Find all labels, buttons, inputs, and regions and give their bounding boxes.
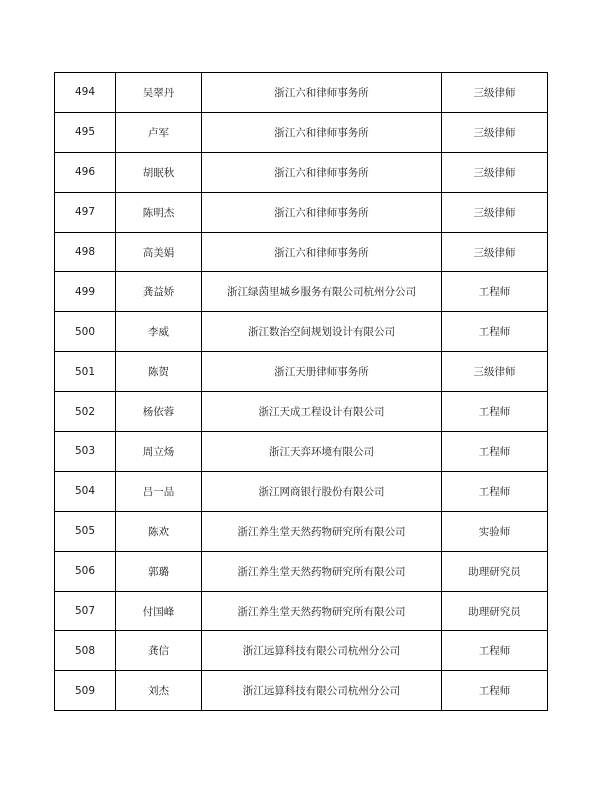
organization: 浙江六和律师事务所 bbox=[202, 232, 442, 272]
organization: 浙江养生堂天然药物研究所有限公司 bbox=[202, 511, 442, 551]
person-name: 刘杰 bbox=[116, 671, 202, 711]
row-number: 505 bbox=[55, 511, 116, 551]
professional-title: 三级律师 bbox=[442, 232, 548, 272]
organization: 浙江六和律师事务所 bbox=[202, 192, 442, 232]
organization: 浙江天弈环境有限公司 bbox=[202, 432, 442, 472]
professional-title: 工程师 bbox=[442, 671, 548, 711]
row-number: 504 bbox=[55, 471, 116, 511]
organization: 浙江数治空间规划设计有限公司 bbox=[202, 312, 442, 352]
professional-title: 工程师 bbox=[442, 432, 548, 472]
table-row bbox=[55, 471, 548, 511]
row-number: 503 bbox=[55, 432, 116, 472]
table-row bbox=[55, 551, 548, 591]
table-row bbox=[55, 73, 548, 113]
person-name: 龚信 bbox=[116, 631, 202, 671]
professional-title: 工程师 bbox=[442, 471, 548, 511]
professional-title: 工程师 bbox=[442, 312, 548, 352]
table-row bbox=[55, 192, 548, 232]
organization: 浙江天册律师事务所 bbox=[202, 352, 442, 392]
professional-title: 三级律师 bbox=[442, 152, 548, 192]
table-row bbox=[55, 232, 548, 272]
row-number: 496 bbox=[55, 152, 116, 192]
organization: 浙江养生堂天然药物研究所有限公司 bbox=[202, 551, 442, 591]
table-row bbox=[55, 352, 548, 392]
person-name: 吕一品 bbox=[116, 471, 202, 511]
person-name: 吴翠丹 bbox=[116, 73, 202, 113]
row-number: 500 bbox=[55, 312, 116, 352]
professional-title: 三级律师 bbox=[442, 73, 548, 113]
table-row bbox=[55, 671, 548, 711]
row-number: 502 bbox=[55, 392, 116, 432]
organization: 浙江远算科技有限公司杭州分公司 bbox=[202, 631, 442, 671]
professional-title: 助理研究员 bbox=[442, 591, 548, 631]
table-row bbox=[55, 392, 548, 432]
row-number: 494 bbox=[55, 73, 116, 113]
organization: 浙江养生堂天然药物研究所有限公司 bbox=[202, 591, 442, 631]
person-name: 杨依蓉 bbox=[116, 392, 202, 432]
row-number: 508 bbox=[55, 631, 116, 671]
organization: 浙江六和律师事务所 bbox=[202, 73, 442, 113]
professional-title: 三级律师 bbox=[442, 352, 548, 392]
table-row bbox=[55, 152, 548, 192]
person-name: 周立炀 bbox=[116, 432, 202, 472]
person-name: 卢军 bbox=[116, 112, 202, 152]
organization: 浙江远算科技有限公司杭州分公司 bbox=[202, 671, 442, 711]
table-row bbox=[55, 272, 548, 312]
table-row bbox=[55, 631, 548, 671]
professional-title: 工程师 bbox=[442, 272, 548, 312]
table-row bbox=[55, 112, 548, 152]
person-name: 付国峰 bbox=[116, 591, 202, 631]
table-row bbox=[55, 511, 548, 551]
person-name: 郭璐 bbox=[116, 551, 202, 591]
organization: 浙江绿茵里城乡服务有限公司杭州分公司 bbox=[202, 272, 442, 312]
row-number: 506 bbox=[55, 551, 116, 591]
professional-title: 实验师 bbox=[442, 511, 548, 551]
row-number: 498 bbox=[55, 232, 116, 272]
professional-title: 三级律师 bbox=[442, 192, 548, 232]
professional-title: 工程师 bbox=[442, 631, 548, 671]
person-name: 高美娟 bbox=[116, 232, 202, 272]
professional-title: 工程师 bbox=[442, 392, 548, 432]
person-name: 陈明杰 bbox=[116, 192, 202, 232]
professional-title: 三级律师 bbox=[442, 112, 548, 152]
person-name: 龚益娇 bbox=[116, 272, 202, 312]
row-number: 495 bbox=[55, 112, 116, 152]
table-row bbox=[55, 312, 548, 352]
table-row bbox=[55, 591, 548, 631]
row-number: 499 bbox=[55, 272, 116, 312]
person-name: 陈贺 bbox=[116, 352, 202, 392]
person-name: 胡眠秋 bbox=[116, 152, 202, 192]
organization: 浙江网商银行股份有限公司 bbox=[202, 471, 442, 511]
row-number: 509 bbox=[55, 671, 116, 711]
table-row bbox=[55, 432, 548, 472]
roster-table-body bbox=[55, 73, 548, 711]
organization: 浙江天成工程设计有限公司 bbox=[202, 392, 442, 432]
person-name: 陈欢 bbox=[116, 511, 202, 551]
roster-table bbox=[54, 72, 548, 711]
organization: 浙江六和律师事务所 bbox=[202, 152, 442, 192]
row-number: 501 bbox=[55, 352, 116, 392]
row-number: 507 bbox=[55, 591, 116, 631]
row-number: 497 bbox=[55, 192, 116, 232]
professional-title: 助理研究员 bbox=[442, 551, 548, 591]
organization: 浙江六和律师事务所 bbox=[202, 112, 442, 152]
person-name: 李威 bbox=[116, 312, 202, 352]
